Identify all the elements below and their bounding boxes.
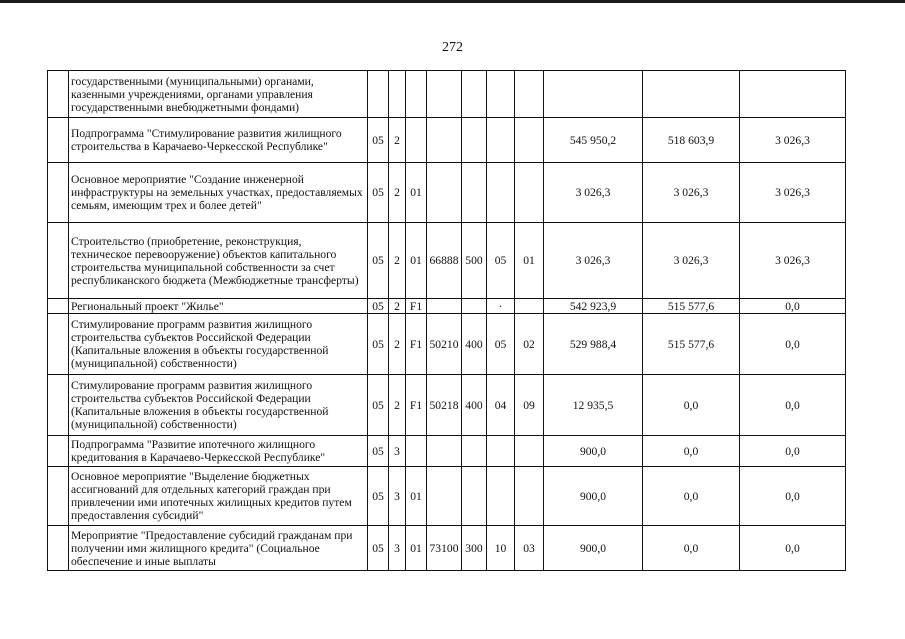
amount-3: 3 026,3 xyxy=(740,223,846,299)
code-chapter: 05 xyxy=(487,314,515,375)
code-direction: 50210 xyxy=(427,314,462,375)
amount-1: 900,0 xyxy=(544,467,643,526)
amount-1: 545 950,2 xyxy=(544,118,643,163)
row-name: Стимулирование программ развития жилищного строительства субъектов Российской Федерации (Капитальные вложения в объекты государственной (муниципальной) собственности) xyxy=(69,375,368,436)
row-name: Строительство (приобретение, реконструкция, техническое перевооружение) объектов капитального строительства муниципальной собственности за счет республиканского бюджета (Межбюджетные трансферты) xyxy=(69,223,368,299)
code-subchapter xyxy=(515,71,544,118)
code-section: 05 xyxy=(368,299,389,314)
code-direction xyxy=(427,299,462,314)
amount-2 xyxy=(643,71,740,118)
row-marker-cell xyxy=(48,299,69,314)
row-name: государственными (муниципальными) органами, казенными учреждениями, органами управления государственными внебюджетными фондами) xyxy=(69,71,368,118)
amount-3 xyxy=(740,71,846,118)
table-row xyxy=(48,163,846,223)
code-subchapter xyxy=(515,163,544,223)
code-subprogram: 2 xyxy=(389,163,406,223)
code-subprogram: 3 xyxy=(389,467,406,526)
amount-2: 0,0 xyxy=(643,436,740,467)
amount-3: 3 026,3 xyxy=(740,163,846,223)
row-name: Мероприятие "Предоставление субсидий гражданам при получении ими жилищного кредита" (Социальное обеспечение и иные выплаты xyxy=(69,526,368,571)
code-section: 05 xyxy=(368,375,389,436)
row-name: Региональный проект "Жилье" xyxy=(69,299,368,314)
code-chapter xyxy=(487,436,515,467)
code-expense-type xyxy=(462,163,487,223)
code-subchapter: 01 xyxy=(515,223,544,299)
code-event: F1 xyxy=(406,375,427,436)
code-expense-type: 400 xyxy=(462,375,487,436)
amount-1: 900,0 xyxy=(544,526,643,571)
table-row xyxy=(48,71,846,118)
amount-1: 12 935,5 xyxy=(544,375,643,436)
row-name: Основное мероприятие "Выделение бюджетных ассигнований для отдельных категорий граждан при привлечении ими ипотечных жилищных кредитов путем предоставления субсидий" xyxy=(69,467,368,526)
row-marker-cell xyxy=(48,375,69,436)
code-subprogram: 3 xyxy=(389,526,406,571)
code-event: 01 xyxy=(406,163,427,223)
code-event xyxy=(406,71,427,118)
code-section: 05 xyxy=(368,163,389,223)
code-section: 05 xyxy=(368,314,389,375)
amount-1: 900,0 xyxy=(544,436,643,467)
amount-1: 3 026,3 xyxy=(544,163,643,223)
code-chapter: 05 xyxy=(487,223,515,299)
code-subchapter xyxy=(515,299,544,314)
code-direction xyxy=(427,163,462,223)
code-subprogram: 2 xyxy=(389,118,406,163)
code-subchapter xyxy=(515,467,544,526)
code-expense-type: 500 xyxy=(462,223,487,299)
row-marker-cell xyxy=(48,526,69,571)
code-expense-type xyxy=(462,436,487,467)
code-chapter: · xyxy=(487,299,515,314)
code-direction: 50218 xyxy=(427,375,462,436)
amount-1: 3 026,3 xyxy=(544,223,643,299)
code-section: 05 xyxy=(368,223,389,299)
row-marker-cell xyxy=(48,467,69,526)
code-expense-type: 300 xyxy=(462,526,487,571)
table-row xyxy=(48,526,846,571)
row-name: Подпрограмма "Развитие ипотечного жилищного кредитования в Карачаево-Черкесской Республике" xyxy=(69,436,368,467)
row-name: Стимулирование программ развития жилищного строительства субъектов Российской Федерации (Капитальные вложения в объекты государственной (муниципальной) собственности) xyxy=(69,314,368,375)
table-row xyxy=(48,118,846,163)
code-direction: 73100 xyxy=(427,526,462,571)
code-subprogram: 2 xyxy=(389,314,406,375)
code-event xyxy=(406,118,427,163)
code-chapter xyxy=(487,71,515,118)
code-direction xyxy=(427,71,462,118)
code-section xyxy=(368,71,389,118)
amount-2: 0,0 xyxy=(643,467,740,526)
row-name: Основное мероприятие "Создание инженерной инфраструктуры на земельных участках, предоставляемых семьям, имеющим трех и более детей" xyxy=(69,163,368,223)
code-direction xyxy=(427,118,462,163)
table-row xyxy=(48,314,846,375)
code-expense-type xyxy=(462,118,487,163)
code-direction xyxy=(427,467,462,526)
amount-3: 0,0 xyxy=(740,467,846,526)
code-chapter: 10 xyxy=(487,526,515,571)
code-section: 05 xyxy=(368,526,389,571)
code-section: 05 xyxy=(368,118,389,163)
code-event: F1 xyxy=(406,299,427,314)
code-subprogram: 3 xyxy=(389,436,406,467)
code-subchapter: 03 xyxy=(515,526,544,571)
code-direction xyxy=(427,436,462,467)
amount-2: 3 026,3 xyxy=(643,163,740,223)
code-chapter: 04 xyxy=(487,375,515,436)
amount-2: 515 577,6 xyxy=(643,314,740,375)
row-marker-cell xyxy=(48,223,69,299)
code-subchapter: 09 xyxy=(515,375,544,436)
amount-2: 3 026,3 xyxy=(643,223,740,299)
row-marker-cell xyxy=(48,71,69,118)
code-chapter xyxy=(487,467,515,526)
row-marker-cell xyxy=(48,436,69,467)
amount-3: 0,0 xyxy=(740,436,846,467)
code-expense-type: 400 xyxy=(462,314,487,375)
code-expense-type xyxy=(462,467,487,526)
amount-3: 0,0 xyxy=(740,375,846,436)
code-chapter xyxy=(487,118,515,163)
amount-3: 0,0 xyxy=(740,299,846,314)
table-row xyxy=(48,375,846,436)
amount-2: 518 603,9 xyxy=(643,118,740,163)
amount-1: 529 988,4 xyxy=(544,314,643,375)
code-subchapter xyxy=(515,436,544,467)
amount-2: 515 577,6 xyxy=(643,299,740,314)
row-marker-cell xyxy=(48,163,69,223)
table-body xyxy=(48,71,846,571)
code-direction: 66888 xyxy=(427,223,462,299)
amount-1: 542 923,9 xyxy=(544,299,643,314)
code-event xyxy=(406,436,427,467)
budget-table xyxy=(47,70,846,571)
code-subprogram: 2 xyxy=(389,223,406,299)
code-event: 01 xyxy=(406,526,427,571)
code-subchapter xyxy=(515,118,544,163)
code-subprogram xyxy=(389,71,406,118)
code-chapter xyxy=(487,163,515,223)
table-row xyxy=(48,223,846,299)
code-event: 01 xyxy=(406,467,427,526)
table-row xyxy=(48,299,846,314)
page-number: 272 xyxy=(442,40,463,55)
amount-3: 0,0 xyxy=(740,526,846,571)
amount-3: 0,0 xyxy=(740,314,846,375)
code-subprogram: 2 xyxy=(389,375,406,436)
amount-2: 0,0 xyxy=(643,526,740,571)
amount-2: 0,0 xyxy=(643,375,740,436)
scan-top-edge xyxy=(0,0,905,3)
table-row xyxy=(48,467,846,526)
code-event: F1 xyxy=(406,314,427,375)
row-marker-cell xyxy=(48,314,69,375)
code-section: 05 xyxy=(368,467,389,526)
amount-1 xyxy=(544,71,643,118)
code-subprogram: 2 xyxy=(389,299,406,314)
code-event: 01 xyxy=(406,223,427,299)
table-row xyxy=(48,436,846,467)
code-section: 05 xyxy=(368,436,389,467)
row-marker-cell xyxy=(48,118,69,163)
code-expense-type xyxy=(462,299,487,314)
row-name: Подпрограмма "Стимулирование развития жилищного строительства в Карачаево-Черкесской Республике" xyxy=(69,118,368,163)
code-expense-type xyxy=(462,71,487,118)
amount-3: 3 026,3 xyxy=(740,118,846,163)
code-subchapter: 02 xyxy=(515,314,544,375)
